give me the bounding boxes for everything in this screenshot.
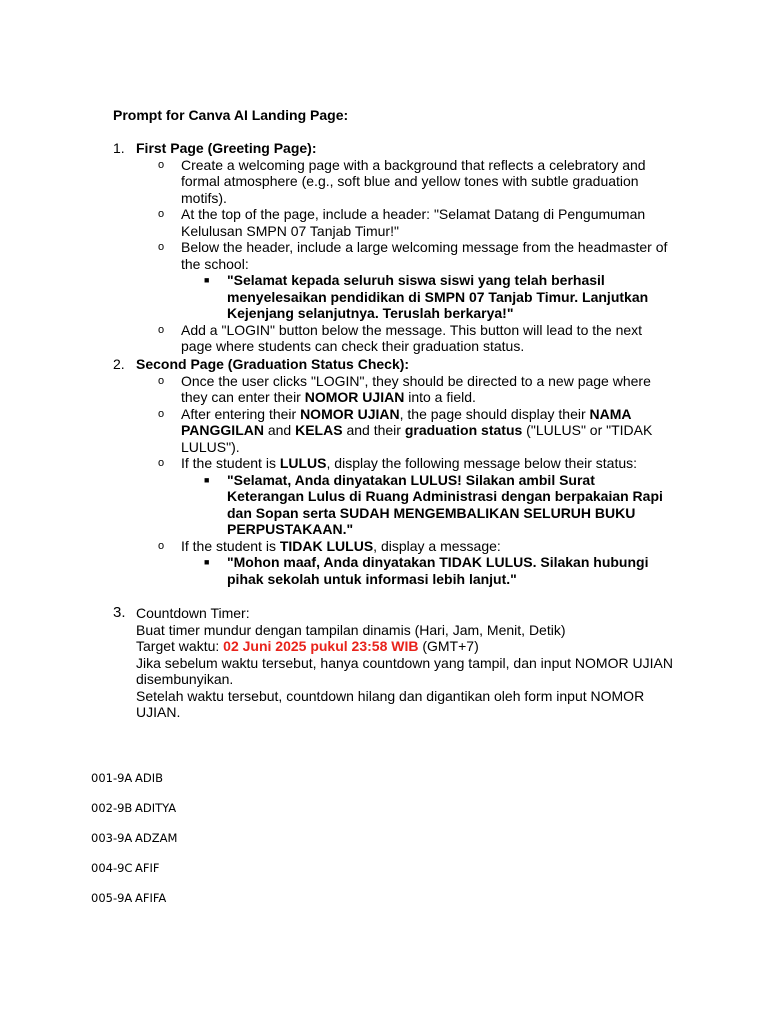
- heading-text: Countdown Timer:: [136, 605, 250, 621]
- bullet-marker: o: [158, 539, 165, 552]
- list-item: [113, 206, 673, 239]
- list-item-text: Create a welcoming page with a background that reflects a celebratory and formal atmosphere (e.g., soft blue and yellow tones with subtle graduation motifs).: [181, 156, 646, 206]
- exam-number: 003-9A: [91, 831, 133, 845]
- bold-run: graduation status: [404, 422, 523, 438]
- quote-item: [113, 472, 673, 538]
- section-heading: [113, 605, 673, 622]
- student-roster: [91, 771, 177, 921]
- text-run: ("LULUS" or "TIDAK LULUS").: [181, 422, 653, 455]
- list-item: [113, 322, 673, 355]
- heading-text: Second Page (Graduation Status Check):: [136, 356, 410, 372]
- list-item: [113, 455, 673, 472]
- bullet-marker: o: [158, 457, 165, 469]
- text-run: If the student is: [181, 537, 280, 554]
- list-item: [91, 801, 177, 831]
- text-run: Target waktu:: [136, 638, 224, 654]
- section-heading: [113, 140, 673, 157]
- quote-text: "Selamat kepada seluruh siswa siswi yang telah berhasil menyelesaikan pendidikan di SMPN 07 Tanjab Timur. Lanjutkan Kejenjang selanjutnya. Teruslah berkarya!": [227, 272, 649, 321]
- text-run: and their: [342, 422, 405, 438]
- list-number: 1.: [113, 140, 125, 156]
- student-name: AFIFA: [135, 891, 167, 905]
- exam-number: 004-9C: [91, 861, 133, 875]
- exam-number: 002-9B: [91, 801, 133, 815]
- list-item: [113, 239, 673, 272]
- bullet-marker: o: [158, 407, 165, 420]
- bullet-marker: o: [158, 374, 165, 387]
- quote-item: [113, 554, 673, 587]
- paragraph-line: [113, 688, 673, 721]
- section-heading: [113, 356, 673, 373]
- square-bullet-icon: ■: [204, 474, 210, 485]
- exam-number: 005-9A: [91, 891, 133, 905]
- list-item-text: At the top of the page, include a header: "Selamat Datang di Pengumuman Kelulusan SMPN 07 Tanjab Timur!": [181, 206, 646, 239]
- text-run: Jika sebelum waktu tersebut, hanya countdown yang tampil, dan input NOMOR UJIAN disembunyikan.: [136, 654, 673, 687]
- bullet-marker: o: [158, 323, 165, 336]
- bullet-marker: o: [158, 241, 165, 253]
- list-item-text: Add a "LOGIN" button below the message. This button will lead to the next page where students can check their graduation status.: [181, 321, 643, 354]
- square-bullet-icon: ■: [204, 557, 210, 567]
- text-run: , the page should display their: [399, 405, 590, 422]
- section-second-page: [113, 356, 673, 587]
- student-name: ADZAM: [135, 831, 178, 845]
- student-name: ADIB: [135, 771, 164, 785]
- student-name: AFIF: [135, 861, 160, 875]
- text-run: Buat timer mundur dengan tampilan dinamis (Hari, Jam, Menit, Detik): [136, 621, 566, 638]
- bullet-marker: o: [158, 208, 165, 220]
- list-item: [91, 771, 177, 801]
- text-run: Once the user clicks "LOGIN", they should be directed to a new page where they can enter their: [181, 372, 651, 405]
- list-item: [91, 831, 177, 861]
- text-run: and: [263, 422, 296, 438]
- paragraph-line: [113, 622, 673, 639]
- list-item-text: Below the header, include a large welcoming message from the headmaster of the school:: [181, 239, 668, 272]
- heading-text: First Page (Greeting Page):: [136, 140, 317, 156]
- text-run: into a field.: [404, 389, 476, 405]
- bold-run: NAMA PANGGILAN: [181, 405, 632, 438]
- section-countdown: [113, 605, 673, 721]
- bullet-marker: o: [158, 158, 165, 171]
- section-first-page: [113, 140, 673, 355]
- bold-run: NOMOR UJIAN: [300, 405, 400, 422]
- list-number: 2.: [113, 356, 125, 372]
- list-item: [113, 373, 673, 406]
- text-run: , display the following message below their status:: [326, 455, 638, 471]
- bold-run: LULUS: [279, 455, 327, 471]
- bold-run: NOMOR UJIAN: [304, 389, 405, 405]
- list-item: [91, 891, 177, 921]
- paragraph-line: [113, 638, 673, 655]
- text-run: (GMT+7): [418, 638, 479, 654]
- text-run: If the student is: [181, 455, 280, 471]
- list-item: [113, 406, 673, 456]
- quote-text: "Mohon maaf, Anda dinyatakan TIDAK LULUS. Silakan hubungi pihak sekolah untuk informasi lebih lanjut.": [227, 554, 649, 587]
- text-run: Setelah waktu tersebut, countdown hilang dan digantikan oleh form input NOMOR UJIAN.: [136, 687, 645, 720]
- text-run: After entering their: [181, 405, 301, 422]
- quote-item: [113, 272, 673, 322]
- text-run: , display a message:: [373, 537, 501, 554]
- square-bullet-icon: ■: [204, 275, 210, 285]
- list-item: [113, 538, 673, 555]
- bold-run: KELAS: [295, 422, 343, 438]
- bold-run: TIDAK LULUS: [279, 537, 374, 554]
- document-title: Prompt for Canva AI Landing Page:: [113, 107, 349, 123]
- exam-number: 001-9A: [91, 771, 133, 785]
- student-name: ADITYA: [135, 801, 177, 815]
- list-item: [91, 861, 177, 891]
- paragraph-line: [113, 655, 673, 688]
- quote-text: "Selamat, Anda dinyatakan LULUS! Silakan ambil Surat Keterangan Lulus di Ruang Administrasi dengan berpakaian Rapi dan Sopan serta SUDAH MENGEMBALIKAN SELURUH BUKU PERPUSTAKAAN.": [227, 471, 663, 537]
- target-time: 02 Juni 2025 pukul 23:58 WIB: [223, 638, 419, 654]
- list-number: 3.: [113, 604, 126, 621]
- list-item: [113, 157, 673, 207]
